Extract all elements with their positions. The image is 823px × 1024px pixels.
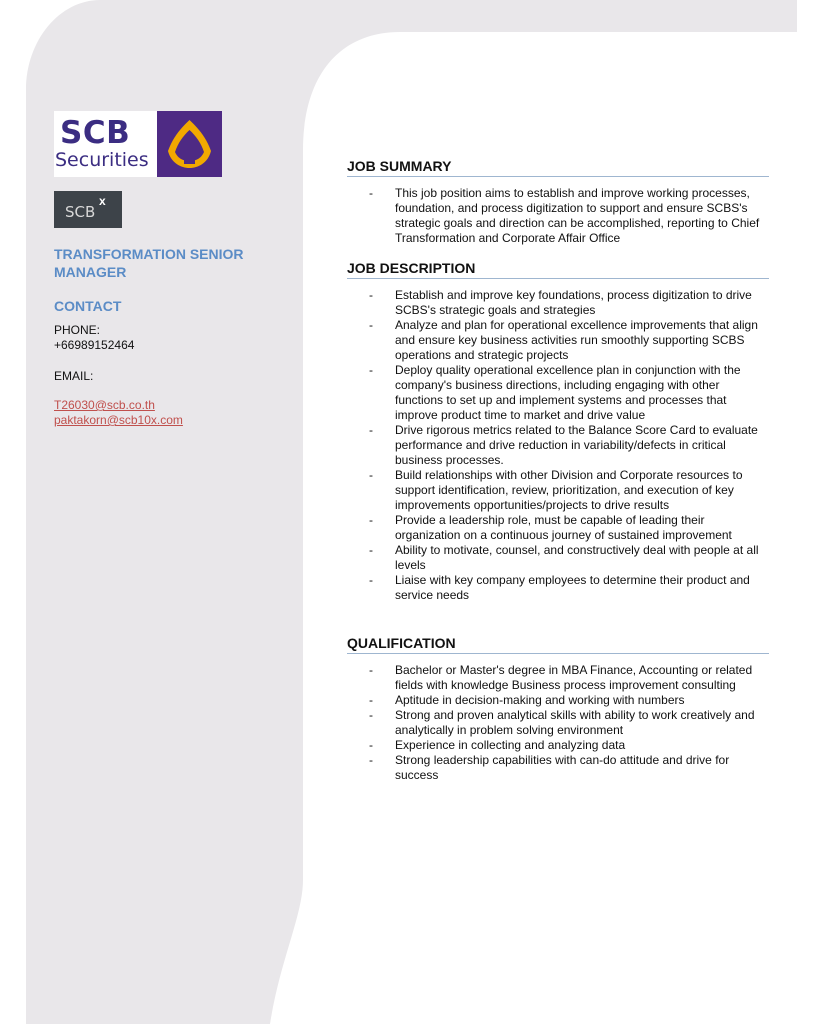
email-label: EMAIL: (54, 369, 94, 383)
job-description-list (347, 288, 769, 603)
list-item: - Strong leadership capabilities with can-do attitude and drive for success (347, 753, 769, 783)
logo-text-scb: SCB (60, 115, 131, 151)
qualification-list (347, 663, 769, 783)
phone-label: PHONE: (54, 323, 101, 337)
phone-value: +66989152464 (54, 338, 135, 352)
list-item: - Analyze and plan for operational excellence improvements that align and ensure key business activities run smoothly supporting SCBS operations and strategic projects (347, 318, 769, 363)
list-item: - Build relationships with other Division and Corporate resources to support identification, review, prioritization, and execution of key improvements opportunities/projects to drive results (347, 468, 769, 513)
job-summary-heading: JOB SUMMARY (347, 158, 769, 177)
scb-securities-logo (54, 111, 222, 177)
list-item: - This job position aims to establish and improve working processes, foundation, and process digitization to support and ensure SCBS's strategic goals and direction can be accomplished, reporting to Chief Transformation and Corporate Affair Office (347, 186, 769, 246)
main-content (347, 158, 769, 783)
scb10x-logo (54, 191, 122, 228)
email-link-scb10x[interactable]: paktakorn@scb10x.com (54, 413, 183, 427)
list-item: - Bachelor or Master's degree in MBA Finance, Accounting or related fields with knowledge Business process improvement consulting (347, 663, 769, 693)
scb-emblem-icon (157, 111, 222, 177)
list-item: - Provide a leadership role, must be capable of leading their organization on a continuous journey of sustained improvement (347, 513, 769, 543)
job-description-heading: JOB DESCRIPTION (347, 260, 769, 279)
list-item: - Aptitude in decision-making and working with numbers (347, 693, 769, 708)
contact-heading: CONTACT (54, 298, 122, 314)
list-item: - Deploy quality operational excellence plan in conjunction with the company's business directions, including engaging with other functions to set up and implement systems and processes that improve product time to market and drive value (347, 363, 769, 423)
logo-text-securities: Securities (55, 149, 149, 171)
qualification-heading: QUALIFICATION (347, 635, 769, 654)
list-item: - Liaise with key company employees to determine their product and service needs (347, 573, 769, 603)
list-item: - Establish and improve key foundations, process digitization to drive SCBS's strategic goals and strategies (347, 288, 769, 318)
list-item: - Ability to motivate, counsel, and constructively deal with people at all levels (347, 543, 769, 573)
job-title: TRANSFORMATION SENIOR MANAGER (54, 246, 244, 280)
email-link-scb[interactable]: T26030@scb.co.th (54, 398, 155, 412)
list-item: - Strong and proven analytical skills with ability to work creatively and analytically in problem solving environment (347, 708, 769, 738)
scbx-logo-mark: x (99, 194, 106, 208)
scbx-logo-text: SCB (65, 203, 96, 221)
list-item: - Drive rigorous metrics related to the Balance Score Card to evaluate performance and drive reduction in variability/defects in critical business processes. (347, 423, 769, 468)
list-item: - Experience in collecting and analyzing data (347, 738, 769, 753)
job-summary-list (347, 186, 769, 246)
